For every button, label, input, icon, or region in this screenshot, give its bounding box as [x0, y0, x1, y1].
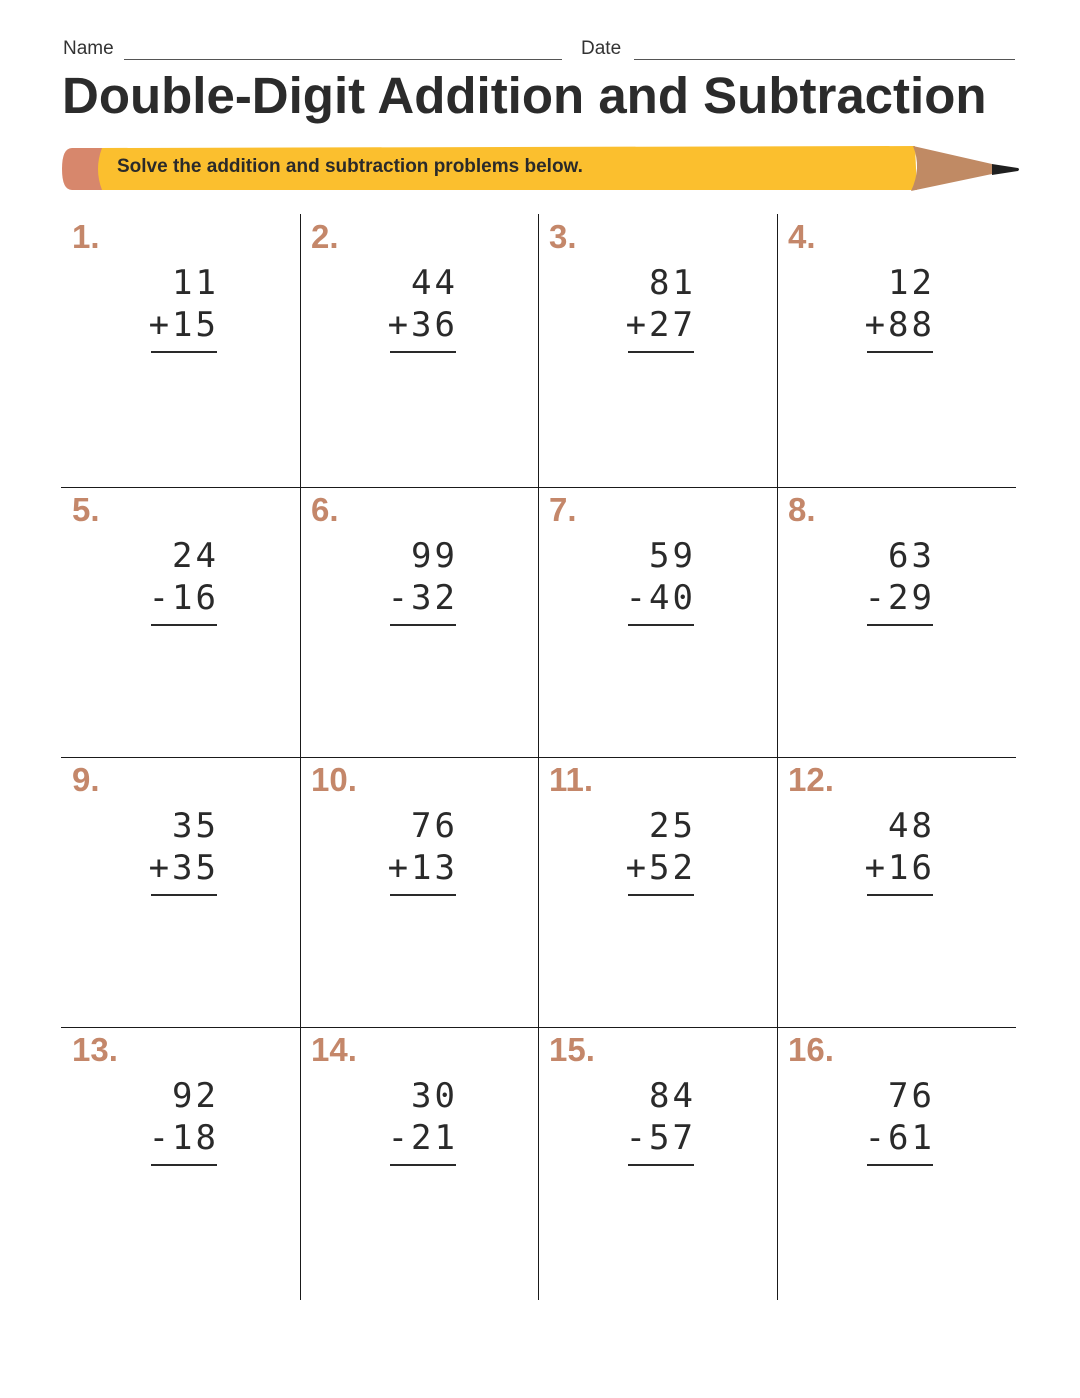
bottom-operand: -57 [625, 1118, 696, 1158]
problem-cell[interactable] [61, 214, 300, 485]
problem-cell[interactable] [538, 214, 777, 485]
problem [777, 262, 935, 346]
bottom-operand: -32 [387, 578, 458, 618]
top-operand: 99 [411, 536, 458, 576]
bottom-operand: -21 [387, 1118, 458, 1158]
top-operand: 35 [172, 806, 219, 846]
date-label: Date [581, 38, 622, 59]
answer-line [151, 1164, 217, 1166]
problem [61, 262, 219, 346]
problem-number: 8. [788, 491, 816, 528]
bottom-operand: +36 [387, 305, 458, 345]
problem-number: 6. [311, 491, 339, 528]
bottom-operand: +13 [387, 848, 458, 888]
top-operand: 11 [172, 263, 219, 303]
problem-number: 7. [549, 491, 577, 528]
problem [538, 262, 696, 346]
name-field[interactable] [124, 59, 562, 60]
problem-number: 1. [72, 218, 100, 255]
problem-cell[interactable] [777, 214, 1016, 485]
top-operand: 84 [649, 1076, 696, 1116]
problem [61, 1075, 219, 1159]
problem [538, 1075, 696, 1159]
problem-cell[interactable] [300, 757, 539, 1028]
bottom-operand: +16 [864, 848, 935, 888]
top-operand: 63 [888, 536, 935, 576]
problem-number: 2. [311, 218, 339, 255]
answer-line [867, 351, 933, 353]
bottom-operand: -40 [625, 578, 696, 618]
page-title: Double-Digit Addition and Subtraction [62, 67, 987, 124]
answer-line [867, 1164, 933, 1166]
name-label: Name [63, 38, 114, 59]
problem-cell[interactable] [777, 757, 1016, 1028]
bottom-operand: +27 [625, 305, 696, 345]
bottom-operand: +52 [625, 848, 696, 888]
top-operand: 92 [172, 1076, 219, 1116]
problem-grid [61, 214, 1016, 1300]
answer-line [867, 624, 933, 626]
problem [300, 1075, 458, 1159]
problem-number: 3. [549, 218, 577, 255]
problem-number: 13. [72, 1031, 118, 1068]
problem-cell[interactable] [300, 1027, 539, 1298]
instructions: Solve the addition and subtraction problems below. [117, 156, 583, 177]
problem-number: 5. [72, 491, 100, 528]
bottom-operand: +15 [148, 305, 219, 345]
bottom-operand: -18 [148, 1118, 219, 1158]
problem-number: 4. [788, 218, 816, 255]
answer-line [628, 624, 694, 626]
problem-cell[interactable] [777, 1027, 1016, 1298]
top-operand: 12 [888, 263, 935, 303]
problem-cell[interactable] [300, 214, 539, 485]
problem [777, 1075, 935, 1159]
bottom-operand: -16 [148, 578, 219, 618]
problem-number: 12. [788, 761, 834, 798]
problem-cell[interactable] [777, 487, 1016, 758]
bottom-operand: -61 [864, 1118, 935, 1158]
problem-cell[interactable] [61, 487, 300, 758]
problem [777, 535, 935, 619]
bottom-operand: -29 [864, 578, 935, 618]
answer-line [390, 1164, 456, 1166]
top-operand: 25 [649, 806, 696, 846]
answer-line [390, 624, 456, 626]
answer-line [151, 351, 217, 353]
top-operand: 44 [411, 263, 458, 303]
answer-line [390, 351, 456, 353]
top-operand: 76 [411, 806, 458, 846]
problem [300, 262, 458, 346]
answer-line [151, 624, 217, 626]
answer-line [151, 894, 217, 896]
top-operand: 59 [649, 536, 696, 576]
answer-line [390, 894, 456, 896]
problem-number: 10. [311, 761, 357, 798]
top-operand: 81 [649, 263, 696, 303]
problem-number: 15. [549, 1031, 595, 1068]
problem [61, 805, 219, 889]
top-operand: 30 [411, 1076, 458, 1116]
top-operand: 48 [888, 806, 935, 846]
problem-cell[interactable] [538, 1027, 777, 1298]
bottom-operand: +35 [148, 848, 219, 888]
problem-cell[interactable] [61, 757, 300, 1028]
answer-line [628, 894, 694, 896]
answer-line [867, 894, 933, 896]
problem-cell[interactable] [538, 487, 777, 758]
bottom-operand: +88 [864, 305, 935, 345]
problem [61, 535, 219, 619]
problem-number: 11. [549, 761, 594, 798]
problem-number: 9. [72, 761, 100, 798]
answer-line [628, 351, 694, 353]
problem [538, 535, 696, 619]
answer-line [628, 1164, 694, 1166]
problem [777, 805, 935, 889]
problem-cell[interactable] [300, 487, 539, 758]
top-operand: 76 [888, 1076, 935, 1116]
problem [300, 805, 458, 889]
problem [300, 535, 458, 619]
top-operand: 24 [172, 536, 219, 576]
problem-cell[interactable] [61, 1027, 300, 1298]
date-field[interactable] [634, 59, 1015, 60]
problem-cell[interactable] [538, 757, 777, 1028]
problem-number: 16. [788, 1031, 834, 1068]
problem-number: 14. [311, 1031, 357, 1068]
problem [538, 805, 696, 889]
